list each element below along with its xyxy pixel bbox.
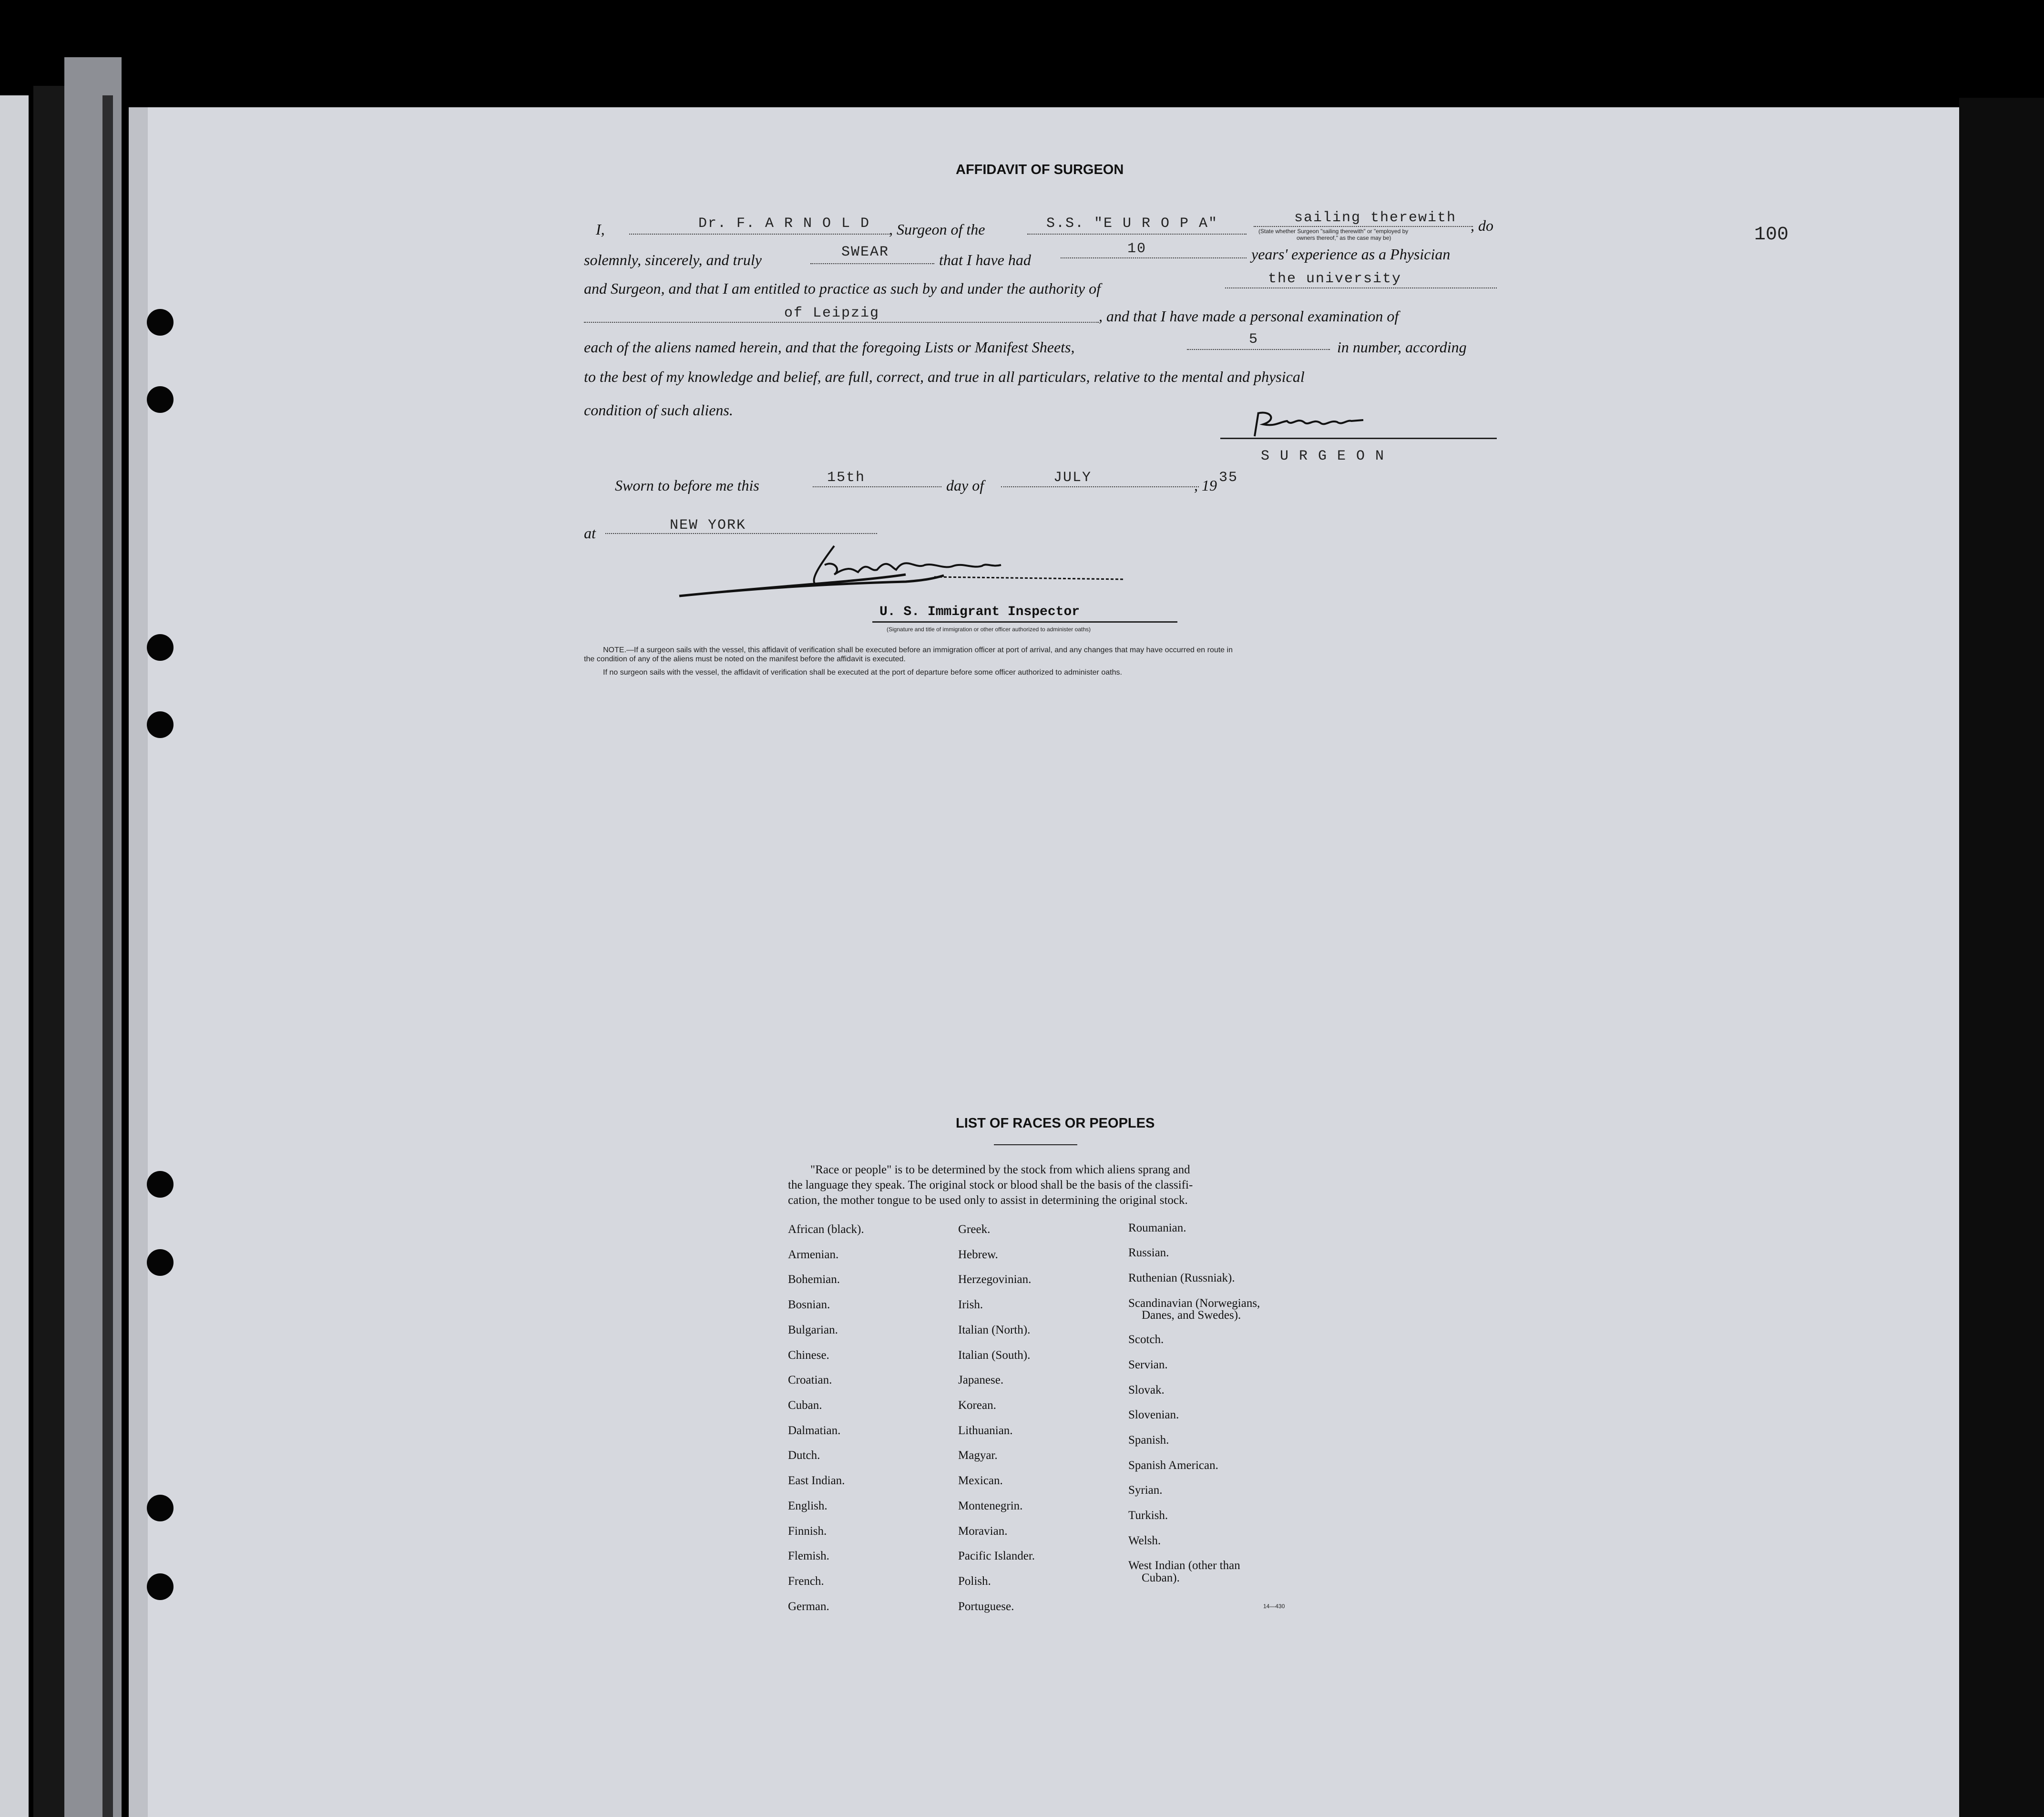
race-item: Japanese. <box>958 1374 1004 1386</box>
month-line <box>1001 486 1199 487</box>
race-item: Irish. <box>958 1298 983 1311</box>
race-item: Pacific Islander. <box>958 1550 1035 1562</box>
binder-edge <box>102 95 113 1817</box>
races-intro-1: "Race or people" is to be determined by the stock from which aliens sprang and <box>810 1163 1190 1176</box>
day-line <box>813 486 941 487</box>
affidavit-title: AFFIDAVIT OF SURGEON <box>956 162 1124 177</box>
race-item: Servian. <box>1128 1358 1168 1371</box>
race-item: Slovenian. <box>1128 1408 1179 1421</box>
affidavit-note-1: NOTE.—If a surgeon sails with the vessel, this affidavit of verification shall be executed before an immigration officer at port of arrival, and any changes that may have occurred en route in <box>603 646 1233 654</box>
race-item: Scotch. <box>1128 1333 1164 1346</box>
text-solemnly: solemnly, sincerely, and truly <box>584 251 762 268</box>
race-item: Italian (North). <box>958 1324 1031 1336</box>
place-field: NEW YORK <box>670 517 746 534</box>
sheets-count-field: 5 <box>1249 331 1259 348</box>
authority-field-1: the university <box>1268 271 1402 287</box>
adjacent-page-edge <box>0 95 29 1817</box>
race-item: West Indian (other than <box>1128 1559 1240 1572</box>
punch-hole <box>147 309 174 336</box>
race-item: Portuguese. <box>958 1600 1014 1613</box>
punch-hole <box>147 1573 174 1600</box>
authority-line-2 <box>584 322 1099 323</box>
ship-name-line <box>1027 234 1247 235</box>
race-item: Spanish. <box>1128 1434 1169 1447</box>
text-at: at <box>584 524 596 542</box>
text-condition: condition of such aliens. <box>584 401 733 419</box>
affidavit-note-3: If no surgeon sails with the vessel, the affidavit of verification shall be executed at the port of departure before some officer authorized to administer oaths. <box>603 668 1122 677</box>
text-i: I, <box>596 221 605 238</box>
month-field: JULY <box>1053 470 1092 486</box>
text-best-of-knowledge: to the best of my knowledge and belief, are full, correct, and true in all particulars, relative to the mental and physical <box>584 368 1305 385</box>
race-item: Spanish American. <box>1128 1459 1218 1472</box>
status-note-1: (State whether Surgeon "sailing therewith" or "employed by <box>1258 228 1409 235</box>
race-item: African (black). <box>788 1223 864 1236</box>
race-item: Cuban. <box>788 1399 822 1412</box>
year-field: 35 <box>1219 470 1238 486</box>
race-item: Ruthenian (Russniak). <box>1128 1272 1235 1284</box>
race-item: Montenegrin. <box>958 1499 1023 1512</box>
authority-line-1 <box>1225 287 1497 288</box>
race-item: Flemish. <box>788 1550 829 1562</box>
race-item: Moravian. <box>958 1525 1008 1538</box>
race-item: Syrian. <box>1128 1484 1163 1497</box>
binder-strip <box>64 57 122 1817</box>
races-intro-2: the language they speak. The original stock or blood shall be the basis of the classifi- <box>788 1179 1193 1191</box>
race-item: Danes, and Swedes). <box>1142 1309 1241 1322</box>
text-day-of: day of <box>946 477 984 494</box>
text-years-experience: years' experience as a Physician <box>1251 246 1451 263</box>
race-item: Korean. <box>958 1399 996 1412</box>
inspector-signature <box>677 536 1134 608</box>
race-item: Herzegovinian. <box>958 1273 1032 1286</box>
race-item: Bulgarian. <box>788 1324 838 1336</box>
race-item: Finnish. <box>788 1525 827 1538</box>
race-item: Dutch. <box>788 1449 820 1462</box>
place-line <box>605 533 877 534</box>
authority-field-2: of Leipzig <box>784 305 880 321</box>
surgeon-signature <box>1249 408 1401 441</box>
surgeon-name-line <box>629 234 891 235</box>
race-item: Cuban). <box>1142 1571 1180 1584</box>
oath-field: SWEAR <box>841 244 889 260</box>
race-item: German. <box>788 1600 829 1613</box>
race-item: Armenian. <box>788 1248 839 1261</box>
race-item: Magyar. <box>958 1449 998 1462</box>
punch-hole <box>147 1495 174 1521</box>
affidavit-note-2: the condition of any of the aliens must be noted on the manifest before the affidavit is executed. <box>584 655 906 663</box>
punch-hole <box>147 386 174 413</box>
text-personal-examination: , and that I have made a personal examination of <box>1099 308 1399 325</box>
text-in-number: in number, according <box>1337 339 1467 356</box>
surgeon-signature-line <box>1220 438 1497 439</box>
status-note-2: owners thereof," as the case may be) <box>1297 235 1391 241</box>
races-title-rule <box>994 1144 1077 1145</box>
punch-hole <box>147 1249 174 1276</box>
race-item: French. <box>788 1575 824 1588</box>
text-and-surgeon: and Surgeon, and that I am entitled to practice as such by and under the authority of <box>584 280 1101 297</box>
race-item: Scandinavian (Norwegians, <box>1128 1297 1260 1310</box>
surgeon-status-line <box>1254 226 1473 227</box>
oath-line <box>810 263 934 264</box>
inspector-note: (Signature and title of immigration or other officer authorized to administer oaths) <box>887 626 1091 633</box>
race-item: Chinese. <box>788 1349 829 1362</box>
text-i-have-had: that I have had <box>939 251 1031 268</box>
inspector-title-line <box>872 621 1177 623</box>
surgeon-status-field: sailing therewith <box>1294 210 1457 226</box>
race-item: Welsh. <box>1128 1534 1161 1547</box>
races-intro-3: cation, the mother tongue to be used only to assist in determining the original stock. <box>788 1194 1188 1207</box>
race-item: Croatian. <box>788 1374 832 1386</box>
form-code: 14—430 <box>1263 1603 1285 1610</box>
punch-hole <box>147 634 174 661</box>
race-item: Polish. <box>958 1575 991 1588</box>
race-item: Bohemian. <box>788 1273 840 1286</box>
page-shadow <box>129 107 148 1817</box>
race-item: English. <box>788 1499 828 1512</box>
years-experience-field: 10 <box>1127 241 1147 257</box>
document-page <box>129 107 1973 1817</box>
race-item: Roumanian. <box>1128 1222 1186 1234</box>
surgeon-label: S U R G E O N <box>1261 448 1385 464</box>
text-do: , do <box>1471 217 1493 234</box>
ship-name-field: S.S. "E U R O P A" <box>1046 216 1218 232</box>
text-year-prefix: , 19 <box>1194 477 1217 494</box>
race-item: Turkish. <box>1128 1509 1168 1522</box>
race-item: Hebrew. <box>958 1248 998 1261</box>
race-item: Lithuanian. <box>958 1424 1013 1437</box>
race-item: Greek. <box>958 1223 991 1236</box>
scan-right-edge <box>1959 98 2044 1817</box>
page-number-stamp: 100 <box>1754 224 1789 246</box>
text-sworn: Sworn to before me this <box>615 477 759 494</box>
race-item: Slovak. <box>1128 1384 1165 1396</box>
punch-hole <box>147 1171 174 1198</box>
race-item: Mexican. <box>958 1474 1003 1487</box>
race-item: Italian (South). <box>958 1349 1031 1362</box>
inspector-title: U. S. Immigrant Inspector <box>879 605 1080 619</box>
sheets-line <box>1187 349 1330 350</box>
surgeon-name-field: Dr. F. A R N O L D <box>698 216 870 232</box>
years-line <box>1061 257 1247 258</box>
race-item: Dalmatian. <box>788 1424 841 1437</box>
punch-hole <box>147 711 174 738</box>
races-title: LIST OF RACES OR PEOPLES <box>956 1116 1155 1131</box>
race-item: Bosnian. <box>788 1298 830 1311</box>
race-item: East Indian. <box>788 1474 845 1487</box>
text-each-of-aliens: each of the aliens named herein, and that the foregoing Lists or Manifest Sheets, <box>584 339 1075 356</box>
text-surgeon-of: , Surgeon of the <box>889 221 985 238</box>
day-field: 15th <box>827 470 866 486</box>
race-item: Russian. <box>1128 1246 1169 1259</box>
